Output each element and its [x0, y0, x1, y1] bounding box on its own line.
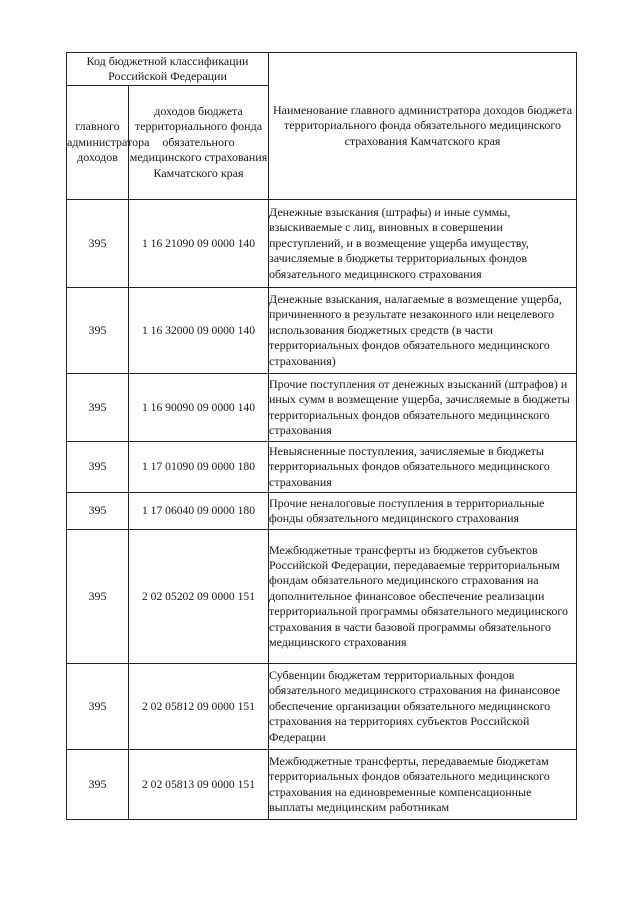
admin-code-cell: 395 [67, 442, 129, 493]
header-fund-revenues: доходов бюджета территориального фонда обязательного медицинского страхования Камчатского края [129, 86, 269, 200]
revenue-name-cell: Невыясненные поступления, зачисляемые в бюджеты территориальных фондов обязательного медицинского страхования [269, 442, 577, 493]
revenue-name-cell: Межбюджетные трансферты из бюджетов субъектов Российской Федерации, передаваемые территориальным фондам обязательного медицинского страхования на дополнительное финансовое обеспечение реализации территориальной программы обязательного медицинского страхования в части базовой программы обязательного медицинского страхования [269, 530, 577, 664]
admin-code-cell: 395 [67, 288, 129, 374]
table-row [67, 750, 577, 820]
revenue-name-cell: Денежные взыскания, налагаемые в возмещение ущерба, причиненного в результате незаконного или нецелевого использования бюджетных средств (в части территориальных фондов обязательного медицинского страхования) [269, 288, 577, 374]
table-row [67, 288, 577, 374]
table-row [67, 664, 577, 750]
revenue-name-cell: Прочие неналоговые поступления в территориальные фонды обязательного медицинского страхования [269, 493, 577, 530]
table-row [67, 374, 577, 442]
revenue-code-cell: 1 16 21090 09 0000 140 [129, 200, 269, 288]
revenue-code-cell: 1 17 01090 09 0000 180 [129, 442, 269, 493]
revenue-code-cell: 1 16 90090 09 0000 140 [129, 374, 269, 442]
revenue-code-cell: 2 02 05202 09 0000 151 [129, 530, 269, 664]
table-row [67, 200, 577, 288]
admin-code-cell: 395 [67, 493, 129, 530]
revenue-name-cell: Прочие поступления от денежных взысканий (штрафов) и иных сумм в возмещение ущерба, зачисляемые в бюджеты территориальных фондов обязательного медицинского страхования [269, 374, 577, 442]
admin-code-cell: 395 [67, 750, 129, 820]
admin-code-cell: 395 [67, 200, 129, 288]
header-administrator-name: Наименование главного администратора доходов бюджета территориального фонда обязательного медицинского страхования Камчатского края [269, 53, 577, 200]
header-main-administrator: главного администратора доходов [67, 86, 129, 200]
revenue-code-cell: 1 16 32000 09 0000 140 [129, 288, 269, 374]
table-row [67, 493, 577, 530]
revenue-administrators-table [66, 52, 577, 820]
table-row [67, 530, 577, 664]
revenue-code-cell: 1 17 06040 09 0000 180 [129, 493, 269, 530]
table-row [67, 442, 577, 493]
revenue-name-cell: Субвенции бюджетам территориальных фондов обязательного медицинского страхования на финансовое обеспечение организации обязательного медицинского страхования на территориях субъектов Российской Федерации [269, 664, 577, 750]
header-budget-classification: Код бюджетной классификации Российской Федерации [67, 53, 269, 86]
admin-code-cell: 395 [67, 664, 129, 750]
revenue-name-cell: Межбюджетные трансферты, передаваемые бюджетам территориальных фондов обязательного медицинского страхования на единовременные компенсационные выплаты медицинским работникам [269, 750, 577, 820]
header-row-group [67, 53, 577, 86]
revenue-name-cell: Денежные взыскания (штрафы) и иные суммы, взыскиваемые с лиц, виновных в совершении преступлений, и в возмещение ущерба имуществу, зачисляемые в бюджеты территориальных фондов обязательного медицинского страхования [269, 200, 577, 288]
admin-code-cell: 395 [67, 530, 129, 664]
revenue-code-cell: 2 02 05812 09 0000 151 [129, 664, 269, 750]
revenue-code-cell: 2 02 05813 09 0000 151 [129, 750, 269, 820]
admin-code-cell: 395 [67, 374, 129, 442]
